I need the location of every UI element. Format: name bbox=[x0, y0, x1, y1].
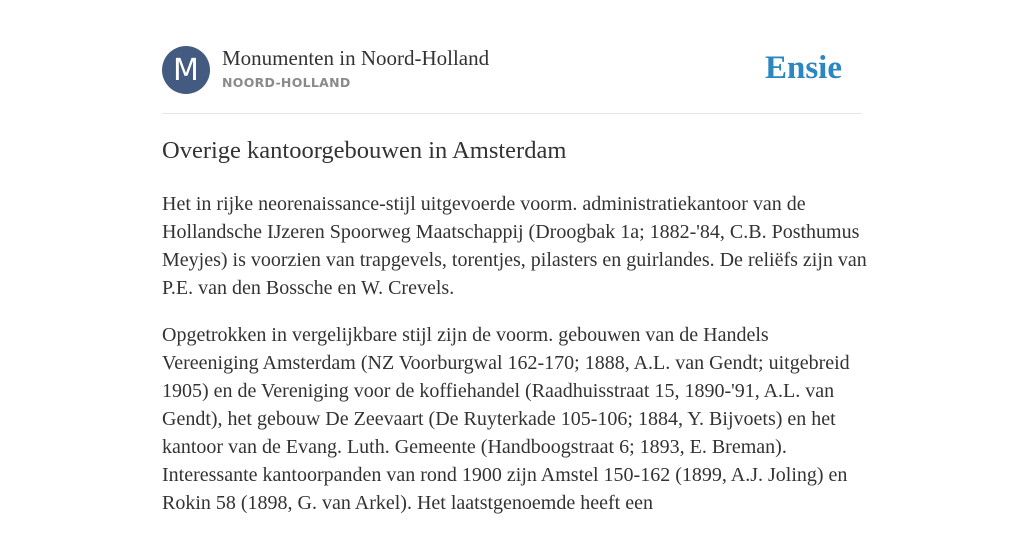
site-header bbox=[162, 46, 862, 96]
site-title-link[interactable]: Monumenten in Noord-Holland bbox=[222, 46, 490, 70]
article-paragraph-2: Opgetrokken in vergelijkbare stijl zijn de voorm. gebouwen van de Handels Vereeniging Amsterdam (NZ Voorburgwal 162-170; 1888, A.L. van Gendt; uitgebreid 1905) en de Vereniging voor de koffiehandel (Raadhuisstraat 15, 1890-'91, A.L. van Gendt), het gebouw De Zeevaart (De Ruyterkade 105-106; 1884, Y. Bijvoets) en het kantoor van de Evang. Luth. Gemeente (Handboogstraat 6; 1893, E. Breman). Interessante kantoorpanden van rond 1900 zijn Amstel 150-162 (1899, A.J. Joling) en Rokin 58 (1898, G. van Arkel). Het laatstgenoemde heeft een bbox=[162, 324, 850, 514]
article-paragraph-1: Het in rijke neorenaissance-stijl uitgevoerde voorm. administratiekantoor van de Hollandsche IJzeren Spoorweg Maatschappij (Droogbak 1a; 1882-'84, C.B. Posthumus Meyjes) is voorzien van trapgevels, torentjes, pilasters en guirlandes. De reliëfs zijn van P.E. van den Bossche en W. Crevels. bbox=[162, 193, 867, 299]
site-region-label[interactable]: NOORD-HOLLAND bbox=[222, 75, 351, 90]
avatar[interactable]: M bbox=[162, 46, 210, 94]
article-title: Overige kantoorgebouwen in Amsterdam bbox=[162, 137, 567, 164]
ensie-logo-link[interactable]: Ensie bbox=[764, 50, 842, 86]
header-divider bbox=[162, 113, 862, 114]
article-body bbox=[162, 190, 867, 536]
